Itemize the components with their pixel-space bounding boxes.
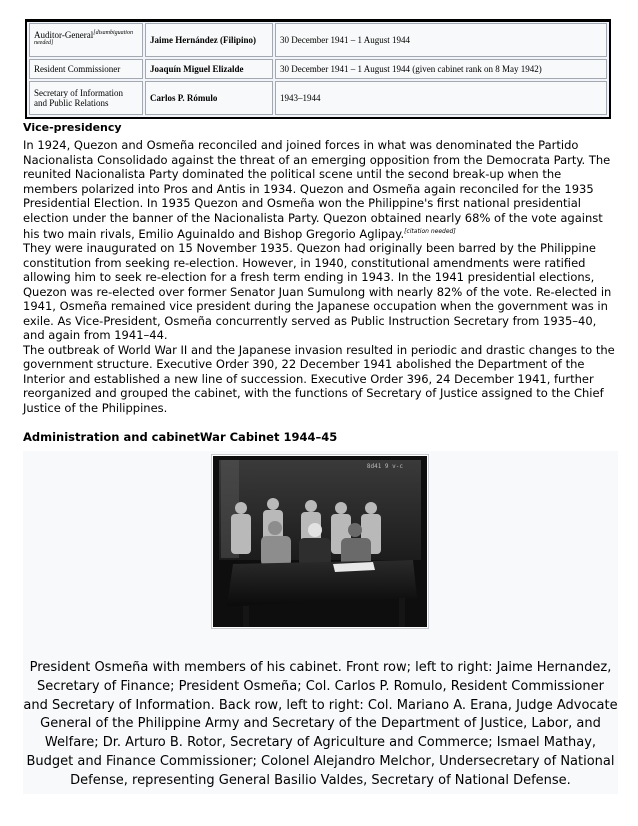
term-cell: 30 December 1941 – 1 August 1944 (given cabinet rank on 8 May 1942) — [275, 59, 607, 80]
office-cell[interactable]: Secretary of Information and Public Relations — [29, 81, 143, 115]
vice-presidency-body — [23, 138, 618, 415]
citation-needed-link[interactable]: [citation needed] — [404, 228, 456, 235]
cabinet-figure — [23, 451, 618, 794]
table-row — [29, 23, 607, 57]
photo-negative-number: 8d41 9 v-c — [366, 463, 403, 470]
name-cell[interactable]: Joaquín Miguel Elizalde — [145, 59, 273, 80]
term-cell: 1943–1944 — [275, 81, 607, 115]
name-cell[interactable]: Jaime Hernández (Filipino) — [145, 23, 273, 57]
office-label: Auditor-General — [34, 29, 94, 40]
paragraph — [23, 138, 618, 241]
cabinet-photo-image — [213, 456, 427, 627]
office-cell — [29, 23, 143, 57]
table-row — [29, 81, 607, 115]
name-cell[interactable]: Carlos P. Rómulo — [145, 81, 273, 115]
paragraph: They were inaugurated on 15 November 1935. Quezon had originally been barred by the Philippine constitution from seeking re-election. However, in 1940, constitutional amendments were ratified allowing him to seek re-election for a fresh term ending in 1943. In the 1941 presidential elections, Quezon was re-elected over former Senator Juan Sumulong with nearly 82% of the vote. Re-elected in 1941, Osmeña remained vice president during the Japanese occupation when the government was in exile. As Vice-President, Osmeña concurrently served as Public Instruction Secretary from 1935–40, and again from 1941–44. — [23, 241, 612, 343]
table-row — [29, 59, 607, 80]
photo-caption: President Osmeña with members of his cabinet. Front row; left to right: Jaime Hernandez, Secretary of Finance; President Osmeña; Col. Carlos P. Romulo, Resident Commissioner and Secretary of Information. Back row, left to right: Col. Mariano A. Erana, Judge Advocate General of the Philippine Army and Secretary of the Department of Justice, Labor, and Welfare; Dr. Arturo B. Rotor, Secretary of Agriculture and Commerce; Ismael Mathay, Budget and Finance Commissioner; Colonel Alejandro Melchor, Undersecretary of National Defense, representing General Basilio Valdes, Secretary of National Defense. — [23, 660, 618, 788]
cabinet-photo[interactable] — [211, 454, 429, 629]
section-heading-administration: Administration and cabinetWar Cabinet 1944–45 — [23, 430, 338, 444]
disambiguation-note[interactable]: [disambiguation needed] — [34, 29, 133, 46]
cabinet-table-grid — [27, 21, 609, 117]
office-cell[interactable]: Resident Commissioner — [29, 59, 143, 80]
paragraph: The outbreak of World War II and the Japanese invasion resulted in periodic and drastic changes to the government structure. Executive Order 390, 22 December 1941 abolished the Department of the Interior and established a new line of succession. Executive Order 396, 24 December 1941, further reorganized and grouped the cabinet, with the functions of Secretary of Justice assigned to the Chief Justice of the Philippines. — [23, 342, 615, 415]
section-heading-vice-presidency: Vice-presidency — [23, 121, 122, 134]
cabinet-table — [25, 19, 611, 119]
term-cell: 30 December 1941 – 1 August 1944 — [275, 23, 607, 57]
paragraph-text: In 1924, Quezon and Osmeña reconciled and joined forces in what was denominated the Partido Nacionalista Consolidado against the threat of an emerging opposition from the Democrata Party. The reunited Nacionalista Party dominated the political scene until the second break-up when the members polarized into Pros and Antis in 1934. Quezon and Osmeña again reconciled for the 1935 Presidential Election. In 1935 Quezon and Osmeña won the Philippine's first national presidential election under the banner of the Nacionalista Party. Quezon obtained nearly 68% of the vote against his two main rivals, Emilio Aguinaldo and Bishop Gregorio Aglipay. — [23, 138, 611, 241]
